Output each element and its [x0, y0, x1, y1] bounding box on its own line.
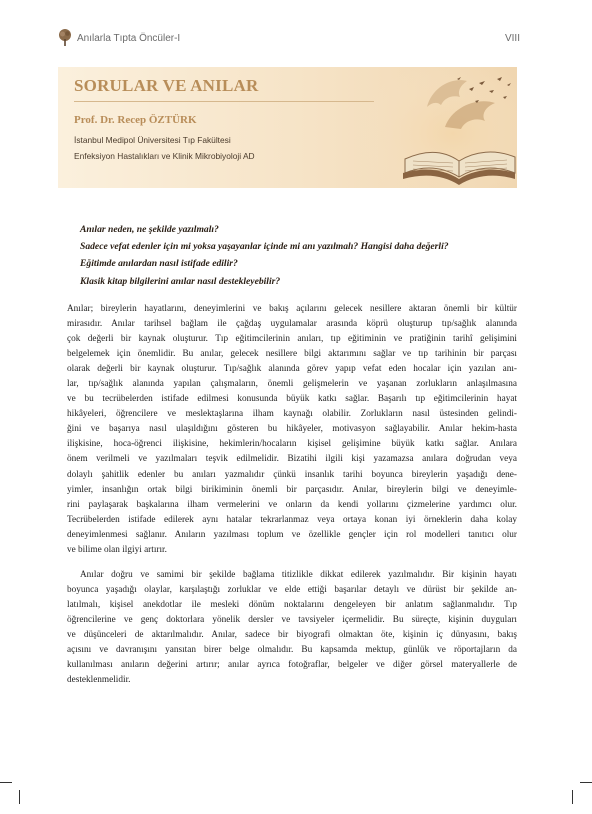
- text-line: dolaylı şahitlik edenler bu anıları yazmalıdır çünkü insanlık tarihi boyunca bireylerin yaşadığı dene-: [67, 469, 517, 480]
- author-name: Prof. Dr. Recep ÖZTÜRK: [74, 114, 197, 126]
- title-divider: [74, 101, 374, 102]
- running-title: Anılarla Tıpta Öncüler-I: [77, 33, 181, 44]
- paragraph-memoirs-importance: [67, 302, 517, 558]
- text-line: öğrencilerine ve genç doktorlara yönelik dersler ve tavsiyeler içermelidir. Bu süreçte, kişinin duyguları: [67, 614, 517, 625]
- section-title: SORULAR VE ANILAR: [74, 76, 259, 95]
- text-line: açısını ve davranışını yansıtan birer belge olmalıdır. Bu kapsamda mektup, günlük ve röportajların da: [67, 645, 517, 656]
- text-line: kullanılması anıların değerini artırır; anılar ayrıca fotoğraflar, belgeler ve diğer görsel materyallerle de: [67, 660, 517, 671]
- author-affiliation-university: İstanbul Medipol Üniversitesi Tıp Fakültesi: [74, 135, 231, 145]
- text-line: Anılar; bireylerin hayatlarını, deneyimlerini ve bakış açılarını gelecek nesillere aktaran önemli bir kültür: [67, 304, 517, 314]
- text-line: Anılar doğru ve samimi bir şekilde bağlama titizlikle dikkat edilerek yazılmalıdır. Bir kişinin hayatı: [80, 569, 517, 580]
- text-line: deneyimlenmesi sağlanır. Anıların yazılması toplum ve özellikle gençler için rol modelleri tanıtıcı olur: [67, 529, 517, 540]
- text-line: belgelemek için önemlidir. Bu anılar, gelecek nesillere bilgi aktarımını sağlar ve tıp tarihinin bir parçası: [67, 349, 517, 360]
- running-header: [58, 31, 520, 49]
- tree-logo-icon: [58, 29, 72, 47]
- text-line: desteklenmelidir.: [67, 675, 131, 686]
- open-book-birds-icon: [357, 67, 517, 188]
- text-line: olarak değerli bir kaynak oluşturur. Tıp/sağlık alanında görev yapıp vefat eden hocalar için yazılan anı-: [67, 364, 517, 375]
- crop-mark: [580, 782, 592, 783]
- text-line: ve bu tecrübelerden istifade edilmesi konusunda büyük katkı sağlar. Başarılı tıp eğitimcilerinin hayat: [67, 394, 517, 405]
- crop-mark: [572, 790, 573, 804]
- paragraph-gap: [67, 558, 517, 568]
- text-line: rini paylaşarak başkalarına ilham vermelerini ve onların da kendi yollarını çizmelerine yardımcı olur.: [67, 499, 517, 510]
- text-line: boyunca yaşadığı olaylar, karşılaştığı zorluklar ve elde ettiği başarılar detaylı ve dürüst bir şekilde an-: [67, 584, 517, 595]
- author-affiliation-department: Enfeksiyon Hastalıkları ve Klinik Mikrobiyoloji AD: [74, 151, 255, 161]
- text-line: çok değerli bir kaynak oluşturur. Tıp eğitimcilerinin anıları, tıp eğitiminin ve pratiğinin tarihî gelişimini: [67, 334, 517, 345]
- crop-mark: [19, 790, 20, 804]
- text-line: mirasıdır. Anılar tarihsel bağlam ile çağdaş uygulamalar arasında köprü oluşturup tıp/sağlık alanında: [67, 319, 517, 330]
- body-text: [67, 302, 517, 688]
- text-line: ilişkisine, hoca-öğrenci ilişkisine, hekimlerin/hocaların kişisel gelişimine büyük katkı sağlar. Anılara: [67, 439, 517, 450]
- text-line: hikâyeleri, öğrencilere ve meslektaşlarına ilham kaynağı olabilir. Zorlukların nasıl üstesinden gelindi-: [67, 409, 517, 420]
- question-item: Eğitimde anılardan nasıl istifade edilir?: [80, 258, 238, 270]
- text-line: latılmalı, kişisel anekdotlar ile mesleki dönüm noktalarını dengeleyen bir anlatım sağlanmalıdır. Tıp: [67, 599, 517, 610]
- text-line: ve bilime olan ilgiyi artırır.: [67, 544, 167, 555]
- text-line: önem verilmeli ve yazılmaları teşvik edilmelidir. Bizatihi ilgili kişi yazamazsa anılara doğrudan veya: [67, 454, 517, 465]
- question-item: Sadece vefat edenler için mi yoksa yaşayanlar içinde mi anı yazılmalı? Hangisi daha değerli?: [80, 241, 449, 253]
- text-line: ğini ve başarıya nasıl ulaşıldığını gösteren bu hikâyeler, motivasyon sağlayabilir. Anılar hekim-hasta: [67, 424, 517, 435]
- crop-mark: [0, 782, 12, 783]
- question-list: [80, 221, 520, 290]
- chapter-banner: [58, 67, 517, 188]
- question-item: Klasik kitap bilgilerini anılar nasıl destekleyebilir?: [80, 275, 281, 287]
- page-number: VIII: [504, 33, 520, 44]
- text-line: Tecrübelerden istifade edilerek aynı hatalar tekrarlanmaz veya ortaya konan iyi örneklerin daha kolay: [67, 514, 517, 525]
- text-line: ve düşünceleri de aktarılmalıdır. Anılar, sadece bir biyografi olmaktan öte, kişinin iç dünyasını, bakış: [67, 629, 517, 640]
- text-line: lar, tıp/sağlık alanında yapılan çalışmaların, önemli gelişmelerin ve yaşanan zorlukların anlaşılmasına: [67, 379, 517, 390]
- paragraph-how-to-write: [67, 568, 517, 688]
- question-item: Anılar neden, ne şekilde yazılmalı?: [80, 224, 219, 235]
- text-line: yimler, insanlığın ortak bilgi birikiminin önemli bir parçasıdır. Anılar, bireylerin bilgi ve deneyimle-: [67, 484, 517, 495]
